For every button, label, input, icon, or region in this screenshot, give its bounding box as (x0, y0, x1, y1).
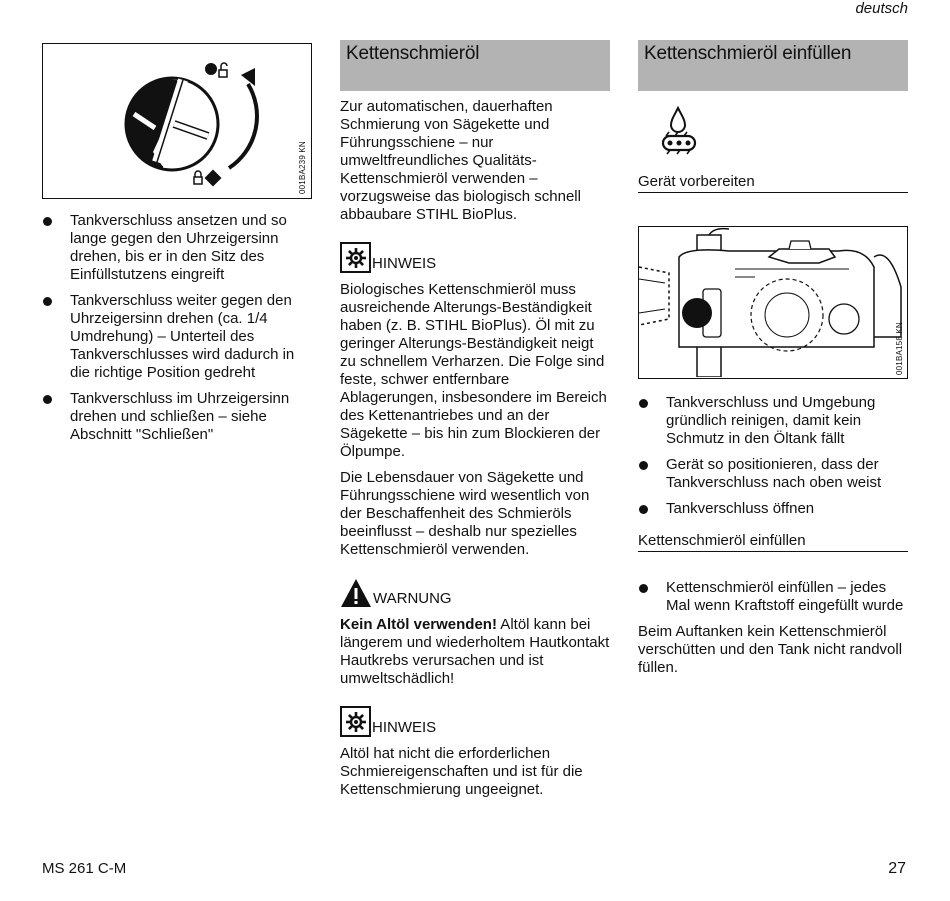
list-item: Kettenschmieröl einfüllen – jedes Mal wenn Kraftstoff eingefüllt wurde (638, 579, 908, 615)
notice-label: HINWEIS (372, 255, 437, 272)
intro-text: Zur automatischen, dauerhaften Schmierung von Sägekette und Führungsschiene – nur umweltfreundliches Qualitäts-Kettenschmieröl verwenden – vorzugsweise das biologisch schnell abbaubare STIHL BioPlus. (340, 98, 581, 223)
page-number: 27 (888, 860, 906, 877)
tank-cap-figure (42, 43, 312, 199)
notice-text: Biologisches Kettenschmieröl muss ausreichende Alterungs-Beständigkeit haben (z. B. STIHL BioPlus). Öl mit zu geringer Alterungs-Beständigkeit neigt zu schnellem Verharzen. Die Folge sind feste, schwer entfernbare Ablagerungen, insbesondere im Bereich des Kettenantriebes und an der Sägekette – bis hin zum Blockieren der Ölpumpe. (340, 281, 607, 460)
warning-text: Kein Altöl verwenden! Altöl kann bei längerem und wiederholtem Hautkontakt Hautkrebs verursachen und ist umweltschädlich! (340, 616, 610, 687)
language-label: deutsch (855, 0, 908, 17)
list-item: Gerät so positionieren, dass der Tankverschluss nach oben weist (638, 456, 908, 492)
gear-icon (340, 242, 371, 273)
bullet-dot (43, 217, 52, 226)
column-right (638, 40, 908, 677)
chainsaw-illustration (639, 227, 906, 377)
list-item: Tankverschluss weiter gegen den Uhrzeigersinn drehen (ca. 1/4 Umdrehung) – Unterteil des Tankverschlusses wird dadurch in die richtige Position gedreht (42, 292, 312, 382)
notice-text: Die Lebensdauer von Sägekette und Führungsschiene wird wesentlich von der Beschaffenheit des Schmieröls beeinflusst – deshalb nur spezielles Kettenschmieröl verwenden. (340, 469, 590, 558)
bullet-list (638, 394, 908, 518)
warning-icon (340, 578, 372, 608)
bullet-dot (43, 395, 52, 404)
model-label: MS 261 C-M (42, 860, 127, 877)
list-item: Tankverschluss ansetzen und so lange gegen den Uhrzeigersinn drehen, bis er in den Sitz des Einfüllstutzens eingreift (42, 212, 312, 284)
bullet-dot (43, 297, 52, 306)
notice-header (340, 703, 610, 737)
closing-text: Beim Auftanken kein Kettenschmieröl verschütten und den Tank nicht randvoll füllen. (638, 623, 903, 676)
notice-label: HINWEIS (372, 719, 437, 736)
bullet-dot (639, 584, 648, 593)
list-item: Tankverschluss und Umgebung gründlich reinigen, damit kein Schmutz in den Öltank fällt (638, 394, 908, 448)
subheading: Gerät vorbereiten (638, 173, 908, 193)
column-left (42, 40, 312, 452)
column-middle (340, 40, 610, 799)
bullet-dot (639, 399, 648, 408)
bullet-list (42, 212, 312, 444)
warning-header (340, 574, 610, 608)
gear-icon (340, 706, 371, 737)
bullet-dot (639, 505, 648, 514)
notice-header (340, 239, 610, 273)
bullet-dot (639, 461, 648, 470)
chain-oil-icon (660, 106, 700, 158)
figure-code: 001BA239 KN (298, 141, 307, 194)
saw-figure (638, 226, 908, 379)
warning-emphasis: Kein Altöl verwenden! (340, 616, 497, 633)
figure-code: 001BA158 KN (895, 322, 904, 375)
section-heading: Kettenschmieröl (340, 40, 610, 91)
tank-cap-illustration (43, 44, 310, 197)
list-item: Tankverschluss öffnen (638, 500, 908, 518)
subheading: Kettenschmieröl einfüllen (638, 532, 908, 552)
bullet-list (638, 579, 908, 615)
warning-label: WARNUNG (373, 590, 452, 607)
list-item: Tankverschluss im Uhrzeigersinn drehen und schließen – siehe Abschnitt "Schließen" (42, 390, 312, 444)
section-heading: Kettenschmieröl einfüllen (638, 40, 908, 91)
notice-text: Altöl hat nicht die erforderlichen Schmiereigenschaften und ist für die Kettenschmierung ungeeignet. (340, 745, 583, 798)
